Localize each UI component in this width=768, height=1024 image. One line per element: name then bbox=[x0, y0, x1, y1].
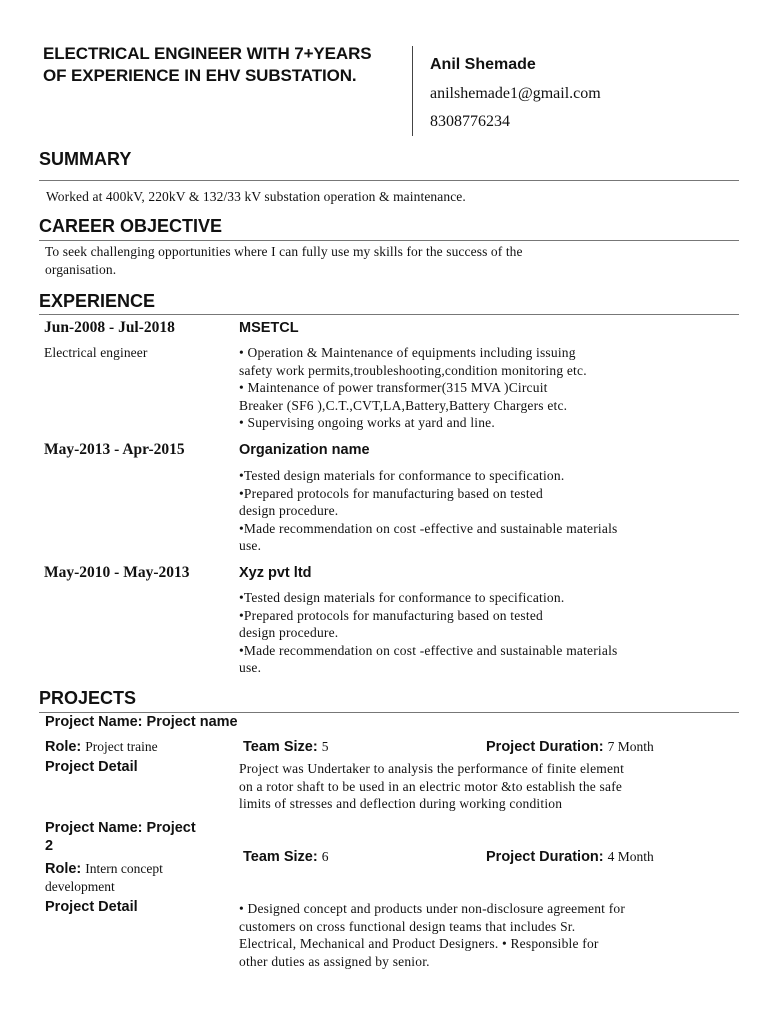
project-name-value: Project bbox=[146, 820, 196, 836]
project-detail-line: on a rotor shaft to be used in an electric motor &to establish the safe bbox=[239, 778, 623, 794]
projects-rule bbox=[39, 712, 739, 713]
job-line: • Supervising ongoing works at yard and line. bbox=[239, 415, 495, 430]
project-duration bbox=[486, 739, 654, 755]
job-dates: May-2010 - May-2013 bbox=[44, 564, 190, 581]
duration-label: Project Duration: bbox=[486, 849, 604, 865]
headline-line-1: ELECTRICAL ENGINEER WITH 7+YEARS bbox=[43, 44, 372, 63]
job-line: •Tested design materials for conformance to specification. bbox=[239, 590, 565, 605]
project-detail-text bbox=[239, 760, 739, 813]
project-role-value: Intern concept bbox=[85, 861, 163, 876]
job-company: MSETCL bbox=[239, 320, 299, 336]
project-name-label: Project Name: bbox=[45, 714, 143, 730]
career-objective-line-1: To seek challenging opportunities where I can fully use my skills for the success of the bbox=[45, 244, 523, 259]
job-description bbox=[239, 344, 729, 432]
project-role-label: Role: bbox=[45, 861, 82, 877]
header-divider bbox=[412, 46, 413, 136]
job-line: • Operation & Maintenance of equipments including issuing bbox=[239, 345, 576, 360]
job-line: design procedure. bbox=[239, 503, 339, 518]
career-objective-line-2: organisation. bbox=[45, 261, 117, 277]
job-line: •Prepared protocols for manufacturing based on tested bbox=[239, 485, 543, 501]
job-role: Electrical engineer bbox=[44, 345, 148, 360]
job-company: Organization name bbox=[239, 442, 370, 458]
job-line: •Made recommendation on cost -effective and sustainable materials bbox=[239, 642, 618, 658]
career-objective-text bbox=[45, 243, 523, 278]
email-address: anilshemade1@gmail.com bbox=[430, 85, 601, 102]
job-line: safety work permits,troubleshooting,condition monitoring etc. bbox=[239, 362, 587, 378]
project-detail-line: other duties as assigned by senior. bbox=[239, 953, 430, 969]
project-detail-label: Project Detail bbox=[45, 899, 138, 915]
project-role bbox=[45, 739, 158, 755]
job-description bbox=[239, 467, 729, 555]
job-dates: Jun-2008 - Jul-2018 bbox=[44, 319, 175, 336]
experience-rule bbox=[39, 314, 739, 315]
project-name-value: Project name bbox=[146, 714, 238, 730]
team-size-value: 5 bbox=[321, 739, 329, 754]
job-line: •Made recommendation on cost -effective and sustainable materials bbox=[239, 520, 618, 536]
summary-rule bbox=[39, 180, 739, 181]
resume-headline bbox=[43, 43, 403, 87]
project-name bbox=[45, 714, 238, 730]
project-detail-line: limits of stresses and deflection during working condition bbox=[239, 796, 563, 811]
project-detail-line: Project was Undertaker to analysis the performance of finite element bbox=[239, 761, 625, 776]
career-objective-rule bbox=[39, 240, 739, 241]
phone-number: 8308776234 bbox=[430, 113, 510, 130]
job-company: Xyz pvt ltd bbox=[239, 565, 312, 581]
summary-text: Worked at 400kV, 220kV & 132/33 kV substation operation & maintenance. bbox=[46, 189, 466, 204]
project-duration bbox=[486, 849, 654, 865]
job-dates: May-2013 - Apr-2015 bbox=[44, 441, 185, 458]
job-line: •Tested design materials for conformance to specification. bbox=[239, 468, 565, 483]
project-detail-text bbox=[239, 900, 739, 970]
project-name bbox=[45, 819, 196, 855]
job-line: •Prepared protocols for manufacturing based on tested bbox=[239, 607, 543, 623]
experience-heading: EXPERIENCE bbox=[39, 291, 156, 311]
job-line: use. bbox=[239, 538, 262, 553]
team-size-value: 6 bbox=[321, 849, 329, 864]
project-detail-line: customers on cross functional design teams that includes Sr. bbox=[239, 918, 576, 934]
project-role bbox=[45, 860, 235, 896]
project-name-label: Project Name: bbox=[45, 820, 143, 836]
headline-line-2: OF EXPERIENCE IN EHV SUBSTATION. bbox=[43, 66, 357, 85]
job-line: Breaker (SF6 ),C.T.,CVT,LA,Battery,Battery Chargers etc. bbox=[239, 397, 568, 413]
project-team-size bbox=[243, 849, 328, 865]
team-size-label: Team Size: bbox=[243, 849, 318, 865]
job-line: use. bbox=[239, 660, 262, 675]
duration-label: Project Duration: bbox=[486, 739, 604, 755]
duration-value: 4 Month bbox=[607, 849, 654, 864]
project-role-value-cont: development bbox=[45, 879, 115, 894]
career-objective-heading: CAREER OBJECTIVE bbox=[39, 216, 223, 236]
job-line: design procedure. bbox=[239, 625, 339, 640]
job-line: • Maintenance of power transformer(315 MVA )Circuit bbox=[239, 380, 548, 395]
projects-heading: PROJECTS bbox=[39, 688, 137, 708]
job-description bbox=[239, 589, 729, 677]
team-size-label: Team Size: bbox=[243, 739, 318, 755]
project-name-value-cont: 2 bbox=[45, 838, 54, 854]
duration-value: 7 Month bbox=[607, 739, 654, 754]
candidate-name: Anil Shemade bbox=[430, 56, 536, 73]
project-detail-label: Project Detail bbox=[45, 759, 138, 775]
project-role-value: Project traine bbox=[85, 739, 158, 754]
project-detail-line: • Designed concept and products under non-disclosure agreement for bbox=[239, 901, 626, 916]
summary-heading: SUMMARY bbox=[39, 149, 132, 169]
project-detail-line: Electrical, Mechanical and Product Designers. • Responsible for bbox=[239, 936, 599, 951]
project-team-size bbox=[243, 739, 328, 755]
project-role-label: Role: bbox=[45, 739, 82, 755]
